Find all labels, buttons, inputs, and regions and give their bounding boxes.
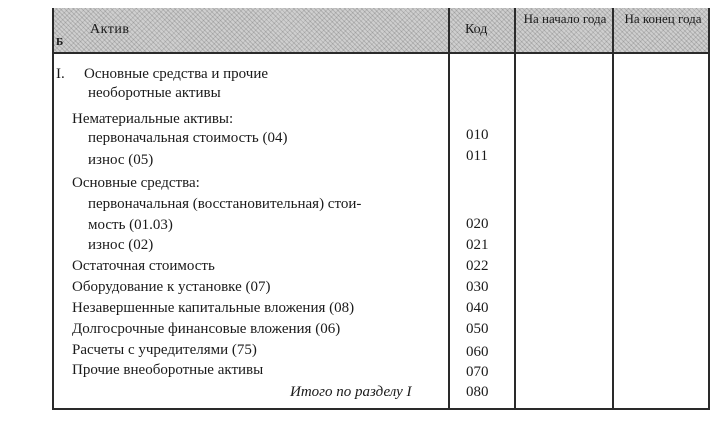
row-code: 050 [466, 321, 489, 337]
balance-sheet-table [52, 8, 710, 410]
row-code: 022 [466, 258, 489, 274]
header-start-of-year: На начало года [523, 11, 607, 26]
row-code: 040 [466, 300, 489, 316]
row-code: 011 [466, 148, 488, 164]
row-label: первоначальная стоимость (04) [88, 130, 288, 146]
row-code: 010 [466, 127, 489, 143]
row-label: Остаточная стоимость [72, 258, 215, 274]
row-label: первоначальная (восстановительная) стои- [88, 196, 362, 212]
header-kod: Код [465, 22, 488, 37]
header-corner-mark: Б [56, 36, 64, 48]
row-label: Долгосрочные финансовые вложения (06) [72, 321, 341, 337]
row-code: 020 [466, 216, 489, 232]
row-label: Прочие внеоборотные активы [72, 362, 264, 378]
code-column-right-border [514, 8, 516, 410]
code-column-left-border [448, 8, 450, 410]
table-bottom-border [52, 408, 710, 410]
row-label: мость (01.03) [88, 217, 173, 233]
row-label: Незавершенные капитальные вложения (08) [72, 300, 355, 316]
row-label: Нематериальные активы: [72, 111, 234, 127]
row-code: 021 [466, 237, 489, 253]
row-label: износ (05) [88, 152, 154, 168]
section-total-label: Итого по разделу I [290, 384, 412, 400]
section-number: I. [56, 66, 65, 82]
section-total-code: 080 [466, 384, 489, 400]
row-code: 030 [466, 279, 489, 295]
row-code: 070 [466, 364, 489, 380]
row-code: 060 [466, 344, 489, 360]
table-right-border [708, 8, 710, 410]
row-label: Основные средства: [72, 175, 200, 191]
header-bottom-rule [52, 52, 710, 54]
row-label: износ (02) [88, 237, 154, 253]
start-column-right-border [612, 8, 614, 410]
row-label: Оборудование к установке (07) [72, 279, 271, 295]
section-title-line2: необоротные активы [88, 85, 221, 101]
section-title-line1: Основные средства и прочие [84, 66, 269, 82]
header-end-of-year: На конец года [624, 11, 702, 26]
header-activ: Актив [90, 22, 130, 37]
row-label: Расчеты с учредителями (75) [72, 342, 257, 358]
table-left-border [52, 8, 54, 410]
